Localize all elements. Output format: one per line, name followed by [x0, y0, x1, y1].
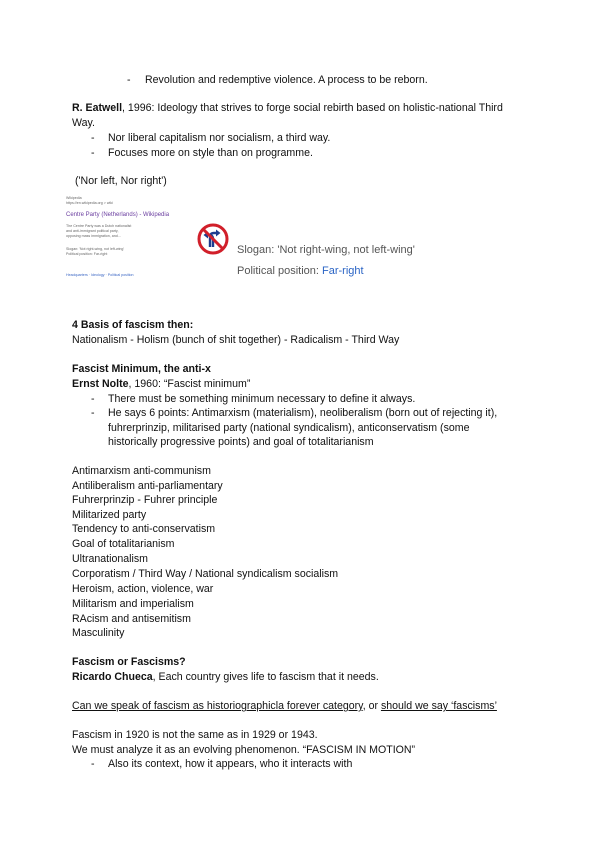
eatwell-bullet-1: Nor liberal capitalism nor socialism, a third way. — [108, 132, 331, 144]
basis-line: Nationalism - Holism (bunch of shit together) - Radicalism - Third Way — [72, 334, 400, 346]
political-position-label: Political position: — [237, 265, 322, 277]
bullet-dash: - — [91, 393, 95, 405]
chueca-line — [72, 670, 379, 684]
bullet-revolution: Revolution and redemptive violence. A process to be reborn. — [145, 74, 428, 86]
list-item: Militarized party — [72, 509, 147, 521]
search-result-snippet — [62, 192, 230, 284]
fascism-years-line: Fascism in 1920 is not the same as in 1929 or 1943. — [72, 729, 318, 741]
eatwell-bullet-2: Focuses more on style than on programme. — [108, 147, 313, 159]
eatwell-author: R. Eatwell — [72, 102, 123, 114]
list-item: Masculinity — [72, 627, 125, 639]
political-position — [237, 265, 364, 277]
snippet-desc-3: opposing mass immigration, and... — [66, 234, 121, 238]
list-item: Militarism and imperialism — [72, 598, 194, 610]
chueca-author: Ricardo Chueca — [72, 671, 153, 683]
political-position-value: Far-right — [322, 265, 364, 277]
minimum-heading: Fascist Minimum, the anti-x — [72, 363, 211, 375]
list-item: Goal of totalitarianism — [72, 538, 175, 550]
snippet-desc-2: and anti-immigrant political party, — [66, 229, 119, 233]
list-item: Antiliberalism anti-parliamentary — [72, 480, 223, 492]
nolte-bullet-2-line-2: fuhrerprinzip, militarised party (national syndicalism), anticonservatism (some — [108, 422, 470, 434]
list-item: Heroism, action, violence, war — [72, 583, 214, 595]
bullet-dash: - — [91, 132, 95, 144]
list-item: RAcism and antisemitism — [72, 613, 191, 625]
nolte-bullet-1: There must be something minimum necessary to define it always. — [108, 393, 416, 405]
snippet-links: Headquarters · Ideology · Political position — [66, 273, 134, 277]
fascisms-heading: Fascism or Fascisms? — [72, 656, 186, 668]
nolte-line — [72, 377, 250, 391]
snippet-desc-4: Slogan: 'Not right-wing, not left-wing' — [66, 247, 125, 251]
bullet-dash: - — [127, 74, 131, 86]
eatwell-definition-cont: Way. — [72, 117, 95, 129]
list-item: Tendency to anti-conservatism — [72, 523, 216, 535]
question-part-2: should we say ‘fascisms’ — [380, 700, 497, 712]
context-bullet: Also its context, how it appears, who it interacts with — [108, 758, 353, 770]
basis-heading: 4 Basis of fascism then: — [72, 319, 194, 331]
eatwell-definition — [72, 101, 503, 115]
list-item: Fuhrerprinzip - Fuhrer principle — [72, 494, 218, 506]
snippet-desc-1: The Centre Party was a Dutch nationalist — [66, 224, 132, 228]
fascisms-question — [72, 699, 497, 713]
snippet-title: Centre Party (Netherlands) - Wikipedia — [66, 212, 170, 218]
snippet-url: https://en.wikipedia.org > wiki — [66, 201, 113, 205]
bullet-dash: - — [91, 407, 95, 419]
nolte-author: Ernst Nolte — [72, 378, 129, 390]
list-item: Antimarxism anti-communism — [72, 465, 211, 477]
slogan: Slogan: 'Not right-wing, not left-wing' — [237, 244, 415, 256]
chueca-rest: , Each country gives life to fascism that it needs. — [152, 671, 379, 683]
nor-left-nor-right-quote: ('Nor left, Nor right') — [75, 175, 167, 187]
bullet-dash: - — [91, 147, 95, 159]
question-sep: , or — [362, 700, 381, 712]
snippet-source: Wikipedia — [66, 196, 82, 200]
snippet-desc-5: Political position: Far-right — [66, 252, 108, 256]
bullet-dash: - — [91, 758, 95, 770]
eatwell-definition-text: , 1996: Ideology that strives to forge social rebirth based on holistic-national Third — [122, 102, 503, 114]
nolte-bullet-2-line-3: historically progressive points) and goal of totalitarianism — [108, 436, 374, 448]
nolte-rest: , 1960: “Fascist minimum” — [128, 378, 251, 390]
fascism-in-motion-line: We must analyze it as an evolving phenomenon. “FASCISM IN MOTION” — [72, 744, 416, 756]
list-item: Corporatism / Third Way / National syndicalism socialism — [72, 568, 339, 580]
list-item: Ultranationalism — [72, 553, 148, 565]
no-turn-sign-icon — [197, 223, 229, 255]
question-part-1: Can we speak of fascism as historiographicla forever category — [72, 700, 363, 712]
nolte-bullet-2-line-1: He says 6 points: Antimarxism (materialism), neoliberalism (born out of rejecting it), — [108, 407, 498, 419]
